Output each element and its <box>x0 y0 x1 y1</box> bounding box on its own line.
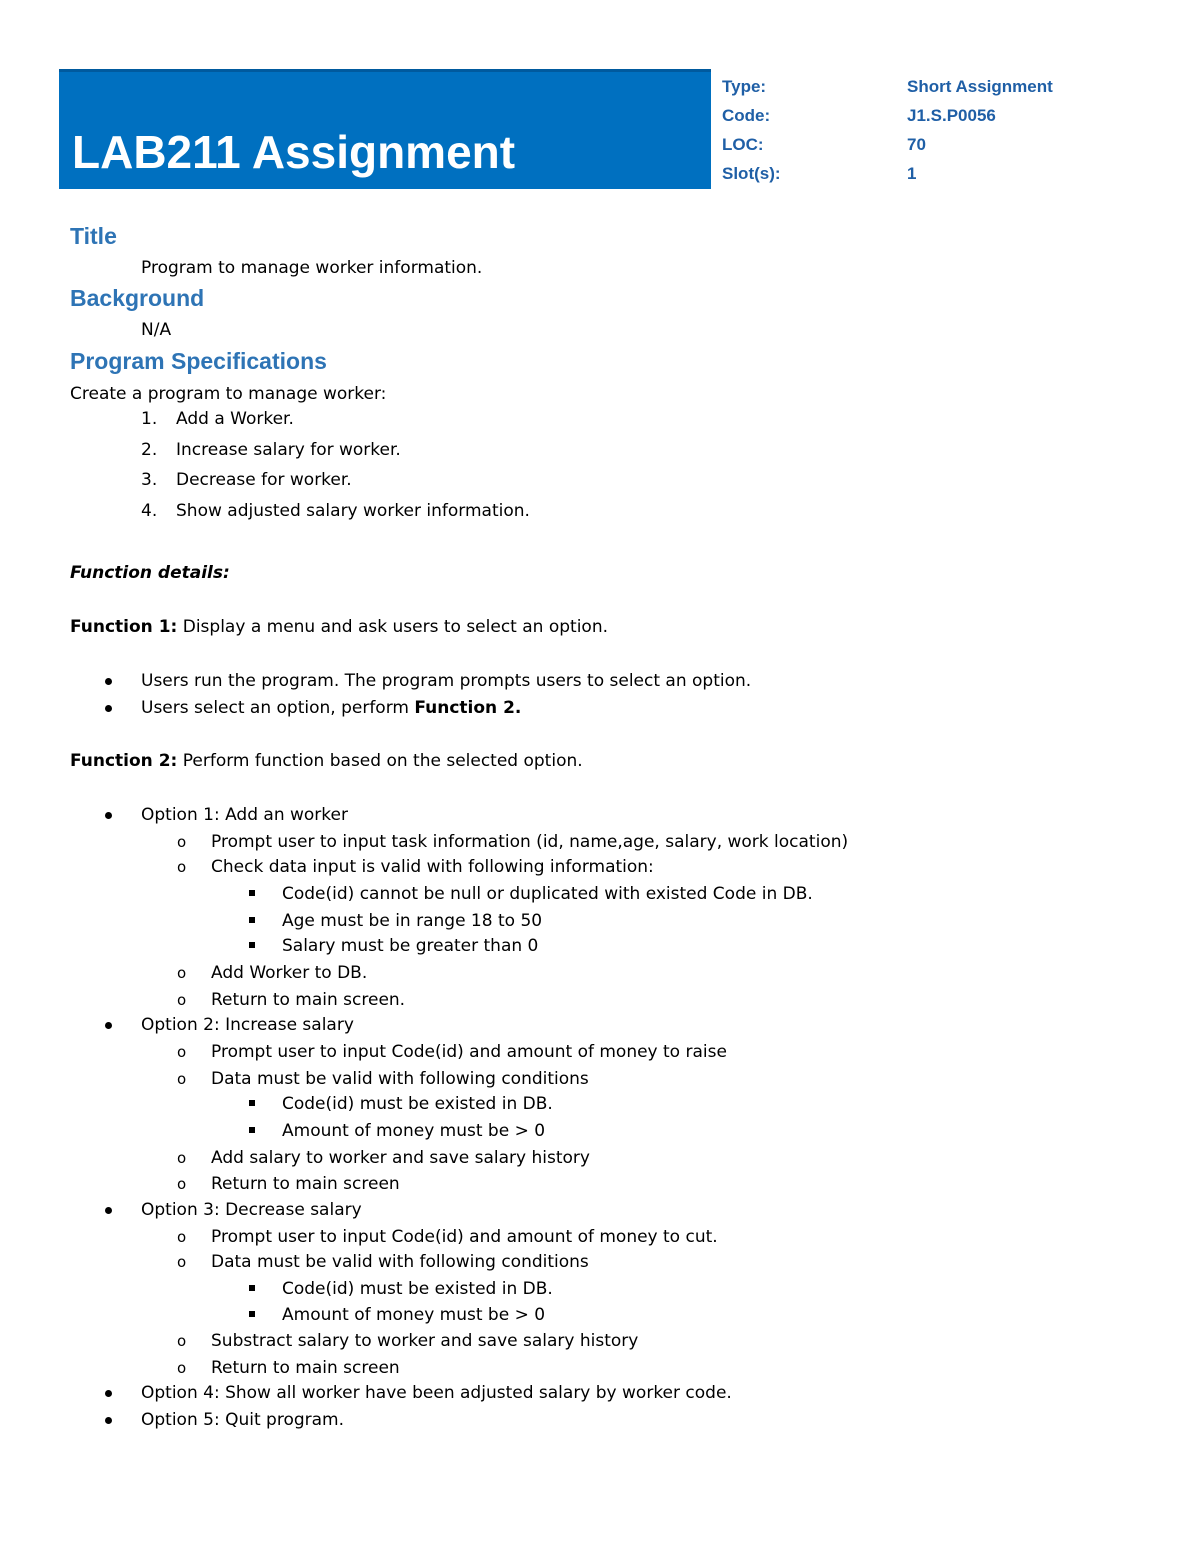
function1-line <box>70 616 608 638</box>
bullet-icon <box>105 1022 112 1029</box>
option-4-title: Option 4: Show all worker have been adjusted salary by worker code. <box>141 1383 732 1403</box>
list-number: 4. <box>141 501 158 521</box>
option-1-rule: Code(id) cannot be null or duplicated with existed Code in DB. <box>282 884 813 904</box>
bullet-icon <box>105 678 112 685</box>
sub-bullet-icon: o <box>177 833 187 851</box>
section-heading-title: Title <box>70 223 117 249</box>
document-title: LAB211 Assignment <box>72 126 516 178</box>
function1-bullet-text: Users select an option, perform <box>141 698 415 718</box>
meta-value: 70 <box>907 135 926 154</box>
function1-bullet: Users run the program. The program prompts users to select an option. <box>141 671 752 691</box>
spec-intro: Create a program to manage worker: <box>70 384 387 404</box>
background-text: N/A <box>141 320 172 340</box>
option-3-step: Return to main screen <box>211 1358 400 1378</box>
option-3-rule: Amount of money must be > 0 <box>282 1305 546 1325</box>
function2-label: Function 2: <box>70 751 178 771</box>
option-2-step: Return to main screen <box>211 1174 400 1194</box>
function1-bullet-bold: Function 2. <box>414 698 522 718</box>
square-bullet-icon <box>249 1311 255 1317</box>
option-3-step: Substract salary to worker and save salary history <box>211 1331 639 1351</box>
option-2-step: Prompt user to input Code(id) and amount of money to raise <box>211 1042 727 1062</box>
function1-label: Function 1: <box>70 617 178 637</box>
section-heading-specifications: Program Specifications <box>70 348 327 374</box>
option-1-step: Return to main screen. <box>211 990 406 1010</box>
square-bullet-icon <box>249 917 255 923</box>
meta-value: 1 <box>907 164 917 183</box>
bullet-icon <box>105 1207 112 1214</box>
sub-bullet-icon: o <box>177 991 187 1009</box>
sub-bullet-icon: o <box>177 858 187 876</box>
meta-value: Short Assignment <box>907 77 1053 96</box>
title-text: Program to manage worker information. <box>141 258 483 278</box>
option-2-step: Add salary to worker and save salary history <box>211 1148 590 1168</box>
bullet-icon <box>105 1390 112 1397</box>
function2-line <box>70 750 583 772</box>
option-3-title: Option 3: Decrease salary <box>141 1200 362 1220</box>
spec-list-item: Show adjusted salary worker information. <box>176 501 530 521</box>
sub-bullet-icon: o <box>177 1253 187 1271</box>
list-number: 2. <box>141 440 158 460</box>
sub-bullet-icon: o <box>177 1043 187 1061</box>
option-1-rule: Age must be in range 18 to 50 <box>282 911 543 931</box>
meta-key: LOC: <box>722 135 764 154</box>
option-1-rule: Salary must be greater than 0 <box>282 936 539 956</box>
meta-key: Type: <box>722 77 767 96</box>
section-heading-background: Background <box>70 285 205 311</box>
list-number: 1. <box>141 409 158 429</box>
meta-value: J1.S.P0056 <box>907 106 996 125</box>
option-3-step: Data must be valid with following conditions <box>211 1252 589 1272</box>
function1-text: Display a menu and ask users to select an option. <box>177 617 608 637</box>
square-bullet-icon <box>249 890 255 896</box>
sub-bullet-icon: o <box>177 964 187 982</box>
sub-bullet-icon: o <box>177 1359 187 1377</box>
meta-key: Slot(s): <box>722 164 781 183</box>
spec-list-item: Decrease for worker. <box>176 470 352 490</box>
option-1-step: Prompt user to input task information (id, name,age, salary, work location) <box>211 832 849 852</box>
square-bullet-icon <box>249 1127 255 1133</box>
option-1-title: Option 1: Add an worker <box>141 805 348 825</box>
square-bullet-icon <box>249 942 255 948</box>
function1-bullet <box>141 697 521 719</box>
sub-bullet-icon: o <box>177 1149 187 1167</box>
option-2-title: Option 2: Increase salary <box>141 1015 354 1035</box>
option-3-step: Prompt user to input Code(id) and amount of money to cut. <box>211 1227 718 1247</box>
option-1-step: Add Worker to DB. <box>211 963 368 983</box>
spec-list-item: Add a Worker. <box>176 409 294 429</box>
function2-text: Perform function based on the selected option. <box>177 751 583 771</box>
option-2-step: Data must be valid with following conditions <box>211 1069 589 1089</box>
header-banner <box>59 69 711 189</box>
option-2-rule: Code(id) must be existed in DB. <box>282 1094 553 1114</box>
sub-bullet-icon: o <box>177 1175 187 1193</box>
meta-key: Code: <box>722 106 771 125</box>
bullet-icon <box>105 1417 112 1424</box>
list-number: 3. <box>141 470 158 490</box>
square-bullet-icon <box>249 1100 255 1106</box>
bullet-icon <box>105 705 112 712</box>
square-bullet-icon <box>249 1285 255 1291</box>
bullet-icon <box>105 812 112 819</box>
option-5-title: Option 5: Quit program. <box>141 1410 345 1430</box>
sub-bullet-icon: o <box>177 1070 187 1088</box>
sub-bullet-icon: o <box>177 1332 187 1350</box>
function-details-label: Function details: <box>70 563 230 583</box>
option-3-rule: Code(id) must be existed in DB. <box>282 1279 553 1299</box>
spec-list-item: Increase salary for worker. <box>176 440 401 460</box>
option-2-rule: Amount of money must be > 0 <box>282 1121 546 1141</box>
sub-bullet-icon: o <box>177 1228 187 1246</box>
option-1-step: Check data input is valid with following information: <box>211 857 654 877</box>
